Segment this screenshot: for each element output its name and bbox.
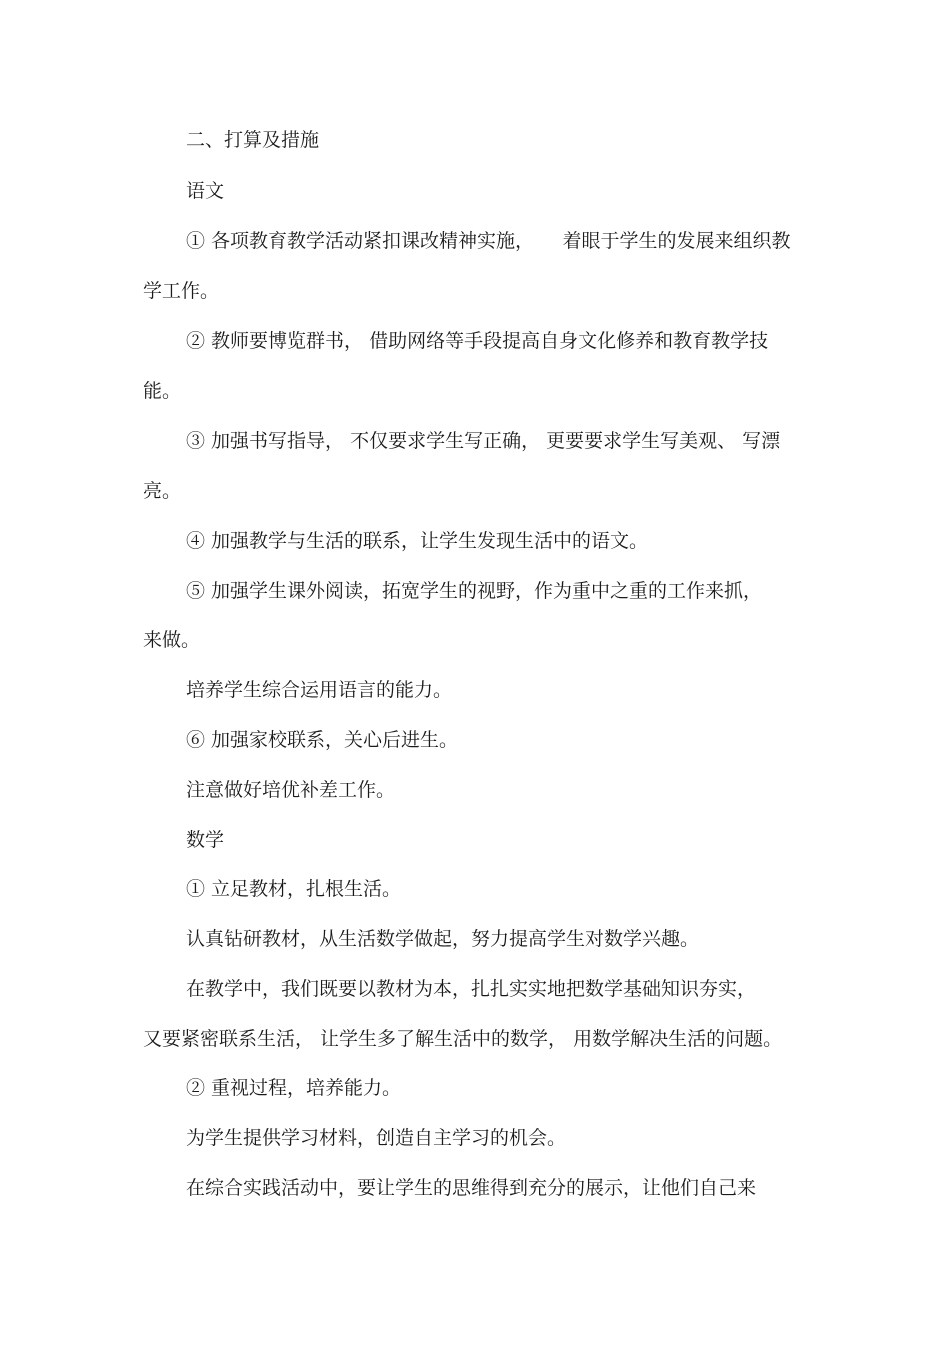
paragraph-line: 亮。 xyxy=(143,480,182,502)
paragraph-line: 认真钻研教材，从生活数学做起，努力提高学生对数学兴趣。 xyxy=(186,928,700,950)
paragraph-line: ⑥ 加强家校联系，关心后进生。 xyxy=(186,729,459,751)
paragraph-line: ① 各项教育教学活动紧扣课改精神实施， 着眼于学生的发展来组织教 xyxy=(186,230,791,252)
paragraph-line: ② 教师要博览群书， 借助网络等手段提高自身文化修养和教育教学技 xyxy=(186,330,769,352)
paragraph-line: ① 立足教材，扎根生活。 xyxy=(186,878,402,900)
paragraph-line: ③ 加强书写指导， 不仅要求学生写正确， 更要要求学生写美观、 写漂 xyxy=(186,430,781,452)
paragraph-line: ④ 加强教学与生活的联系，让学生发现生活中的语文。 xyxy=(186,530,649,552)
paragraph-line: 能。 xyxy=(143,380,182,402)
paragraph-line: 为学生提供学习材料，创造自主学习的机会。 xyxy=(186,1127,567,1149)
paragraph-line: ⑤ 加强学生课外阅读，拓宽学生的视野，作为重中之重的工作来抓， xyxy=(186,580,763,602)
paragraph-line: 在综合实践活动中，要让学生的思维得到充分的展示，让他们自己来 xyxy=(186,1177,757,1199)
paragraph-line: 又要紧密联系生活， 让学生多了解生活中的数学， 用数学解决生活的问题。 xyxy=(143,1028,783,1050)
paragraph-line: 在教学中，我们既要以教材为本，扎扎实实地把数学基础知识夯实， xyxy=(186,978,757,1000)
section-heading: 二、打算及措施 xyxy=(186,129,320,151)
paragraph-line: 来做。 xyxy=(143,629,201,651)
paragraph-line: 学工作。 xyxy=(143,280,220,302)
paragraph-line: ② 重视过程，培养能力。 xyxy=(186,1077,402,1099)
paragraph-line: 培养学生综合运用语言的能力。 xyxy=(186,679,453,701)
paragraph-line: 注意做好培优补差工作。 xyxy=(186,779,396,801)
subject-heading-chinese: 语文 xyxy=(186,180,225,202)
subject-heading-math: 数学 xyxy=(186,829,225,851)
